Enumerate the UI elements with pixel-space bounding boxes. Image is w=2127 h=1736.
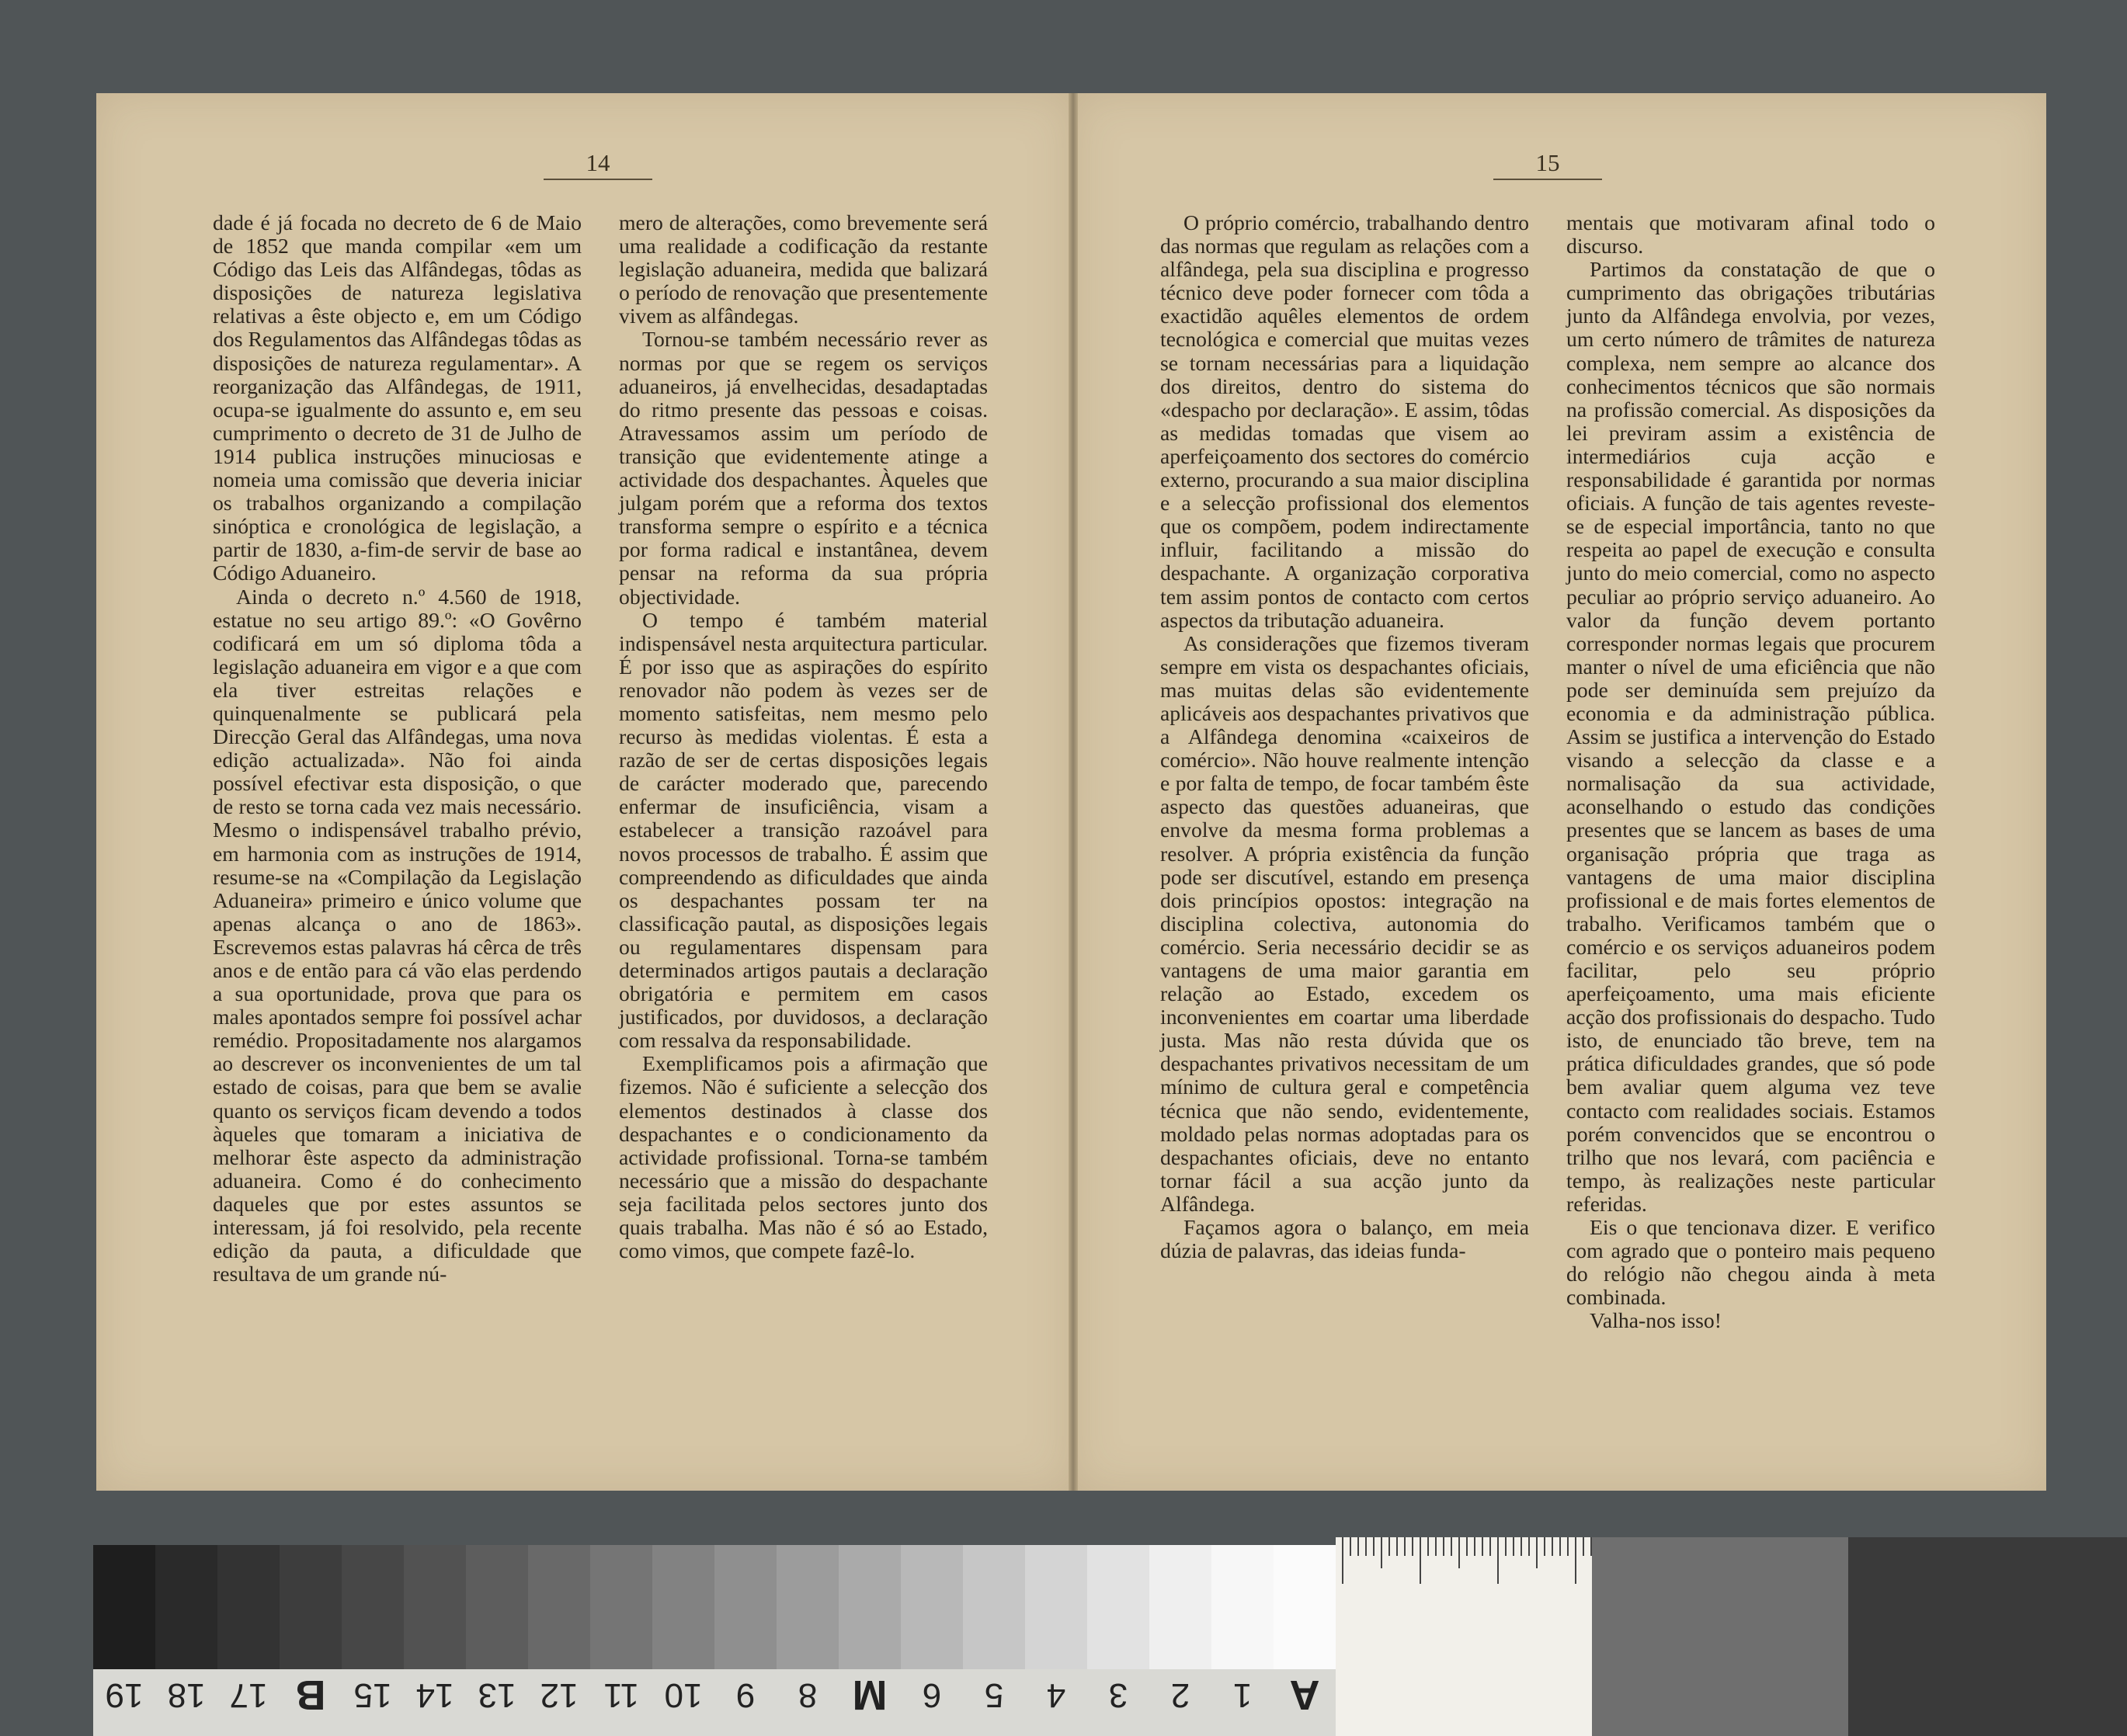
paragraph: Exemplificamos pois a afirmação que fizemos. Não é suficiente a selecção dos elementos destinados à classe dos despachantes e o condicionamento da actividade profissional. Torna-se também necessário que a missão do despachante seja facilitada pelos sectores junto dos quais trabalha. Mas não é só ao Estado, como vimos, que compete fazê-lo. [619,1051,988,1263]
gray-scale-label: 13 [478,1676,516,1714]
page-number-left: 14 [544,149,652,180]
ruler-tick [1474,1537,1475,1556]
ruler-tick [1420,1537,1421,1584]
gray-patch [1149,1545,1211,1669]
ruler-tick [1373,1537,1375,1556]
paragraph: Façamos agora o balanço, em meia dúzia de palavras, das ideias funda- [1160,1215,1529,1263]
left-page-column-2 [619,211,988,1262]
gray-patch [155,1545,217,1669]
ruler-tick [1458,1537,1460,1568]
gray-patch [280,1545,342,1669]
ruler-tick [1404,1537,1406,1556]
ruler-tick [1342,1537,1343,1584]
ruler-tick [1583,1537,1584,1556]
gray-scale-label: M [852,1672,888,1718]
gray-patch [342,1545,404,1669]
gray-scale-label: B [295,1672,326,1718]
gray-scale-label: 11 [603,1676,639,1714]
book-gutter [1069,93,1078,1491]
paragraph: O tempo é também material indispensável nesta arquitectura particular. É por isso que as aspirações do espírito renovador não podem às vezes ser de momento satisfeitas, nem mesmo pelo recurso às medidas violentas. É esta a razão de ser de certas disposições legais de carácter moderado que, parecendo enfermar de insuficiência, visam a estabelecer a transição razoável para novos processos de trabalho. É assim que compreendendo as dificuldades que ainda os despachantes possam ter na classificação pautal, as disposições legais ou regulamentares dispensam para determinados artigos pautais a declaração obrigatória e permitem em casos justificados, por duvidosos, a declaração com ressalva da responsabilidade. [619,607,988,1053]
gray-patch [217,1545,280,1669]
gray-card-mid [1592,1537,1848,1736]
paragraph: mero de alterações, como brevemente será uma realidade a codificação da restante legislação aduaneira, medida que balizará o período de renovação que presentemente vivem as alfândegas. [619,210,988,328]
ruler-tick [1365,1537,1367,1556]
ruler-tick [1567,1537,1569,1556]
ruler-tick [1427,1537,1429,1556]
right-page-column-2 [1566,211,1935,1333]
ruler-tick [1521,1537,1522,1556]
gray-scale-label: 14 [415,1676,454,1714]
ruler-tick [1350,1537,1351,1556]
paragraph: Eis o que tencionava dizer. E verifico com agrado que o ponteiro mais pequeno do relógio não chegou ainda à meta combinada. [1566,1215,1935,1310]
gray-scale-label: 15 [353,1676,392,1714]
gray-scale-label: 18 [167,1676,206,1714]
ruler-tick [1489,1537,1491,1556]
ruler-tick [1544,1537,1545,1556]
gray-scale-label: 1 [1232,1676,1253,1714]
gray-patch [652,1545,714,1669]
paragraph: Tornou-se também necessário rever as normas por que se regem os serviços aduaneiros, já envelhecidas, desadaptadas do ritmo presente das pessoas e coisas. Atravessamos assim um período de transição que evidentemente atinge a actividade dos despachantes. Àqueles que julgam porém que a reforma dos textos transforma sempre o espírito e a técnica por forma radical e instantânea, devem pensar na reforma da sua própria objectividade. [619,327,988,609]
gray-patch [1025,1545,1087,1669]
ruler-tick [1482,1537,1483,1556]
gray-card-dark [1848,1537,2127,1736]
gray-scale-label: 12 [540,1676,579,1714]
ruler-tick [1443,1537,1444,1556]
gray-patch [1211,1545,1274,1669]
paragraph: Ainda o decreto n.º 4.560 de 1918, estatue no seu artigo 89.º: «O Govêrno codificará em um só diploma tôda a legislação aduaneira em vigor e a que com ela tiver estreitas relações e quinquenalmente se publicará pela Direcção Geral das Alfândegas, uma nova edição actualizada». Não foi ainda possível efectivar esta disposição, o que de resto se torna cada vez mais necessário. Mesmo o indispensável trabalho prévio, em harmonia com as instruções de 1914, resume-se na «Compilação da Legislação Aduaneira» primeiro e único volume que apenas alcança o ano de 1863». Escrevemos estas palavras há cêrca de três anos e de então para cá vão elas perdendo a sua oportunidade, prova que para os males apontados sempre foi possível achar remédio. Propositadamente nos alargamos ao descrever os inconvenientes de um tal estado de coisas, para que bem se avalie quanto os serviços ficam devendo a todos àqueles que tomaram a iniciativa de melhorar êste aspecto da administração aduaneira. Como é do conhecimento daqueles que por estes assuntos se interessam, já foi resolvido, pela recente edição da pauta, a dificuldade que resultava de um grande nú- [213,584,582,1286]
ruler-tick [1396,1537,1398,1556]
ruler-tick [1435,1537,1437,1556]
gray-patch [1087,1545,1149,1669]
gray-scale-label: 17 [229,1676,268,1714]
gray-scale-label: 8 [798,1676,818,1714]
ruler-tick [1451,1537,1452,1556]
measurement-ruler [1336,1537,1592,1736]
ruler-tick [1505,1537,1507,1556]
left-page-column-1 [213,211,582,1286]
gray-scale-label: 6 [922,1676,942,1714]
ruler-tick [1466,1537,1468,1556]
ruler-tick [1412,1537,1413,1556]
paragraph: O próprio comércio, trabalhando dentro das normas que regulam as relações com a alfândega, pela sua disciplina e progresso técnico deve poder fornecer com tôda a exactidão aquêles elementos de ordem tecnológica e comercial que muitas vezes se tornam necessárias para a liquidação dos direitos, dentro do sistema do «despacho por declaração». E assim, tôdas as medidas tomadas que visem ao aperfeiçoamento dos sectores do comércio externo, procurando a sua maior disciplina e a selecção profissional dos elementos que os compõem, podem indirectamente influir, facilitando a missão do despachante. A organização corporativa tem assim pontos de contacto com certos aspectos da tributação aduaneira. [1160,210,1529,632]
gray-scale-label: 9 [735,1676,756,1714]
gray-scale-label: 2 [1170,1676,1190,1714]
paragraph: mentais que motivaram afinal todo o discurso. [1566,210,1935,259]
gray-patch [590,1545,652,1669]
paragraph: Valha-nos isso! [1590,1308,1722,1333]
gray-patch [714,1545,777,1669]
gray-patch [963,1545,1025,1669]
ruler-tick [1388,1537,1390,1556]
ruler-tick [1497,1537,1499,1584]
ruler-tick [1513,1537,1514,1556]
ruler-tick [1528,1537,1530,1556]
gray-patch [528,1545,590,1669]
ruler-tick [1552,1537,1553,1556]
gray-patch [93,1545,155,1669]
ruler-tick [1357,1537,1359,1556]
gray-patch [466,1545,528,1669]
gray-patch [1274,1545,1336,1669]
gray-scale-label: 5 [984,1676,1004,1714]
ruler-tick [1559,1537,1561,1556]
gray-patch [901,1545,963,1669]
ruler-tick [1381,1537,1382,1568]
ruler-tick [1536,1537,1538,1568]
paragraph: As considerações que fizemos tiveram sempre em vista os despachantes oficiais, mas muitas delas são evidentemente aplicáveis aos despachantes privativos que a Alfândega denomina «caixeiros de comércio». Não houve realmente intenção e por falta de tempo, de focar também êste aspecto das questões aduaneiras, que envolve da mesma forma problemas a resolver. A própria existência da função pode ser discutível, estando em presença dois princípios opostos: integração na disciplina colectiva, autonomia do comércio. Seria necessário decidir se as vantagens de uma maior garantia em relação ao Estado, excedem os inconvenientes em coartar uma liberdade justa. Mas não resta dúvida que os despachantes privativos necessitam de um mínimo de cultura geral e competência técnica que não sendo, evidentemente, moldado pelas normas adoptadas para os despachantes oficiais, deve no entanto tornar fácil a sua acção junto da Alfândega. [1160,630,1529,1216]
gray-patch [839,1545,901,1669]
gray-scale-label: 4 [1046,1676,1066,1714]
gray-scale-label: 10 [664,1676,703,1714]
page-number-right: 15 [1493,149,1602,180]
gray-scale-labels [93,1669,1336,1736]
right-page-column-1 [1160,211,1529,1262]
gray-scale-label: 19 [105,1676,144,1714]
gray-patch [777,1545,839,1669]
gray-scale-label: 3 [1108,1676,1128,1714]
gray-scale-label: A [1289,1672,1320,1718]
ruler-tick [1575,1537,1576,1584]
paragraph: Partimos da constatação de que o cumprimento das obrigações tributárias junto da Alfândega envolvia, por vezes, um certo número de trâmites de natureza complexa, nem sempre ao alcance dos conhecimentos técnicos que são normais na profissão comercial. As disposições da lei previram assim a existência de intermediários cuja acção e responsabilidade é garantida por normas oficiais. A função de tais agentes reveste-se de especial importância, tanto no que respeita ao papel de execução e consulta junto do meio comercial, como no aspecto peculiar ao próprio serviço aduaneiro. Ao valor da função devem portanto corresponder normas legais que procurem manter o nível de uma eficiência que não pode ser deminuída sem prejuízo da economia e da administração pública. Assim se justifica a intervenção do Estado visando a selecção da classe e a normalisação da sua actividade, aconselhando o estudo das condições presentes que se lancem as bases de uma organisação própria que traga as vantagens de uma maior disciplina profissional e de mais fortes elementos de trabalho. Verificamos também que o comércio e os serviços aduaneiros podem facilitar, pelo seu próprio aperfeiçoamento, uma mais eficiente acção dos profissionais do despacho. Tudo isto, de enunciado tão breve, tem na prática dificuldades grandes, que só pode bem avaliar quem alguma vez teve contacto com realidades sociais. Estamos porém convencidos que se encontrou o trilho que nos levará, com paciência e tempo, às realizações neste particular referidas. [1566,257,1935,1216]
paragraph: dade é já focada no decreto de 6 de Maio de 1852 que manda compilar «em um Código das Leis das Alfândegas, tôdas as disposições de natureza legislativa relativas a êste objecto e, em um Código dos Regulamentos das Alfândegas tôdas as disposições de natureza regulamentar». A reorganização das Alfândegas, de 1911, ocupa-se igualmente do assunto e, em seu cumprimento o decreto de 31 de Julho de 1914 publica instruções minuciosas e nomeia uma comissão que deveria iniciar os trabalhos organizando a compilação sinóptica e cronológica de legislação, a partir de 1830, a-fim-de servir de base ao Código Aduaneiro. [213,210,582,585]
gray-patch [404,1545,466,1669]
